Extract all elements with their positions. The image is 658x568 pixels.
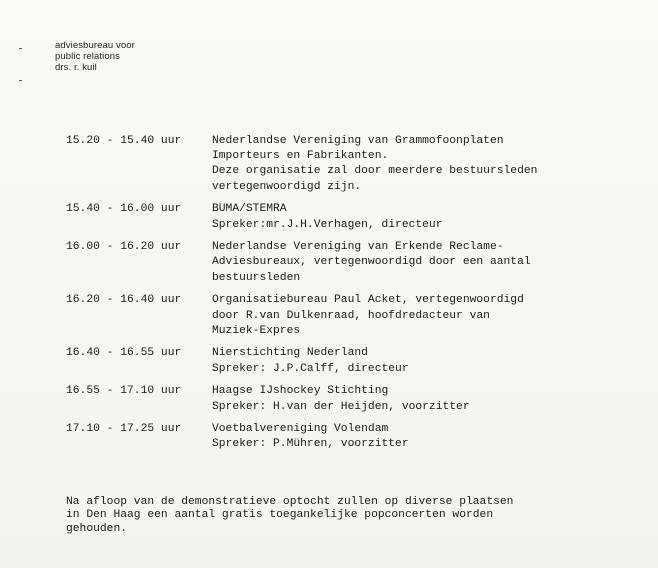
- entry-description: [212, 134, 537, 195]
- entry-line: BUMA/STEMRA: [212, 203, 287, 216]
- time-slot: 16.55 - 17.10 uur: [66, 385, 182, 398]
- letterhead-line: adviesbureau voor: [55, 40, 135, 51]
- margin-mark: [19, 80, 22, 81]
- schedule-entry: [66, 384, 537, 414]
- entry-line: Spreker: P.Mühren, voorzitter: [212, 438, 409, 451]
- letterhead-line: public relations: [55, 51, 120, 62]
- entry-description: [212, 384, 470, 414]
- entry-line: vertegenwoordigd zijn.: [212, 180, 362, 193]
- entry-line: Nederlandse Vereniging van Erkende Reclame-: [212, 241, 504, 254]
- time-slot: 16.40 - 16.55 uur: [66, 347, 182, 360]
- entry-line: Deze organisatie zal door meerdere bestuursleden: [212, 165, 538, 178]
- schedule-entry: [66, 202, 537, 232]
- entry-line: bestuursleden: [212, 271, 301, 284]
- schedule-entry: [66, 293, 537, 339]
- entry-description: [212, 202, 443, 232]
- closing-line: in Den Haag een aantal gratis toegankelijke popconcerten worden: [66, 509, 494, 522]
- entry-line: Nierstichting Nederland: [212, 347, 368, 360]
- entry-line: Nederlandse Vereniging van Grammofoonplaten: [212, 135, 504, 147]
- letterhead: [55, 40, 135, 73]
- entry-description: [212, 240, 531, 286]
- time-slot: 15.40 - 16.00 uur: [66, 203, 182, 216]
- entry-line: Voetbalvereniging Volendam: [212, 423, 389, 436]
- entry-line: Organisatiebureau Paul Acket, vertegenwoordigd: [212, 294, 524, 307]
- time-slot: 16.20 - 16.40 uur: [66, 294, 182, 307]
- entry-line: Haagse IJshockey Stichting: [212, 385, 389, 398]
- closing-line: Na afloop van de demonstratieve optocht zullen op diverse plaatsen: [66, 496, 514, 508]
- time-slot: 17.10 - 17.25 uur: [66, 423, 182, 436]
- entry-line: door R.van Dulkenraad, hoofdredacteur van: [212, 309, 490, 322]
- schedule-entry: [66, 134, 537, 195]
- entry-line: Muziek-Expres: [212, 324, 301, 337]
- entry-line: Importeurs en Fabrikanten.: [212, 150, 389, 163]
- entry-description: [212, 422, 409, 452]
- time-slot: 15.20 - 15.40 uur: [66, 135, 182, 147]
- margin-mark: [19, 48, 22, 49]
- schedule-entry: [66, 346, 537, 376]
- schedule-entry: [66, 240, 537, 286]
- closing-line: gehouden.: [66, 522, 128, 535]
- entry-line: Spreker:mr.J.H.Verhagen, directeur: [212, 218, 443, 231]
- program-schedule: [66, 134, 537, 460]
- entry-line: Adviesbureaux, vertegenwoordigd door een aantal: [212, 256, 531, 269]
- schedule-entry: [66, 422, 537, 452]
- closing-paragraph: [66, 496, 513, 536]
- entry-line: Spreker: J.P.Calff, directeur: [212, 362, 409, 375]
- letterhead-line: drs. r. kuil: [55, 62, 97, 73]
- entry-description: [212, 293, 524, 339]
- entry-line: Spreker: H.van der Heijden, voorzitter: [212, 400, 470, 413]
- time-slot: 16.00 - 16.20 uur: [66, 241, 182, 254]
- entry-description: [212, 346, 409, 376]
